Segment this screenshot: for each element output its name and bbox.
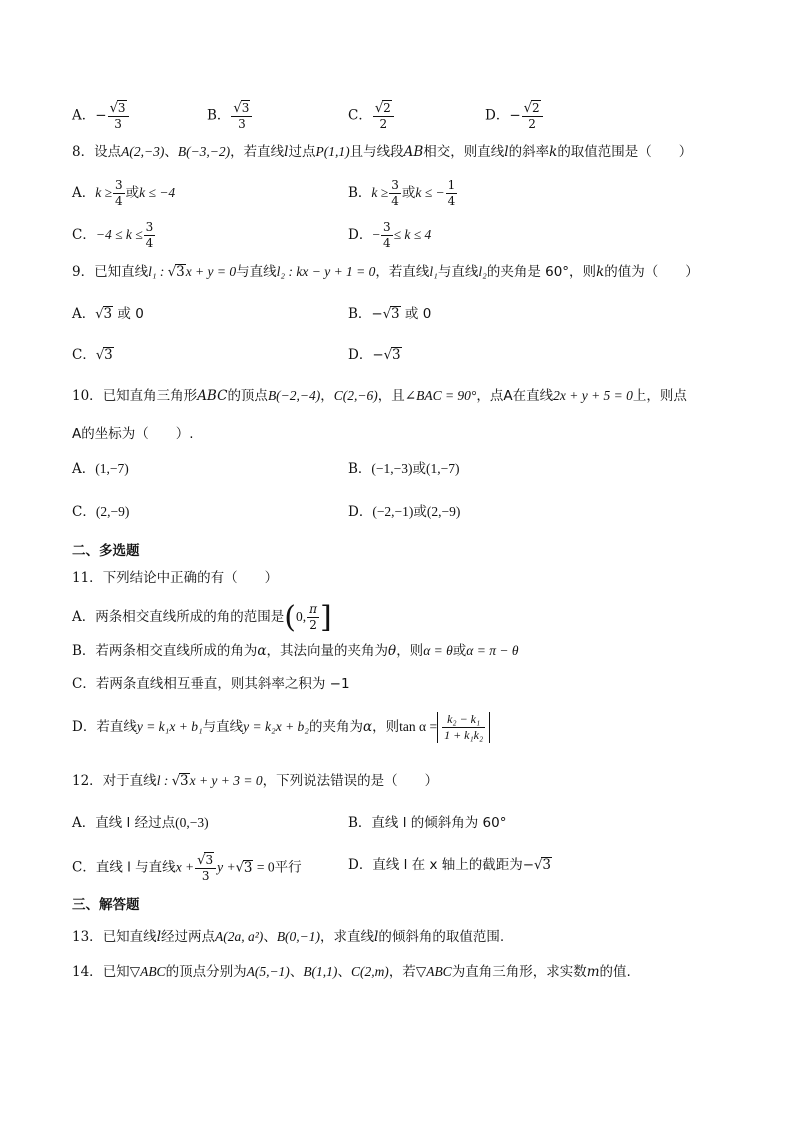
q11-stem: 11．下列结论中正确的有（ ） [72, 570, 279, 586]
q8-option-b: B．k ≥ $\frac{3}{4}$ 或k ≤ − $\frac{1}{4}$ [348, 178, 456, 208]
q10-option-d: D．(−2,−1)或(2,−9) [348, 504, 461, 520]
section-answer-heading: 三、解答题 [72, 897, 140, 913]
q12-option-d: D．直线 l 在 x 轴上的截距为−√3 [348, 857, 551, 873]
q14-stem: 14．已知▽ABC的顶点分别为A(5,−1)、B(1,1)、C(2,m)，若▽ABC为直角三角形，求实数m的值. [72, 964, 631, 980]
q10-stem-line1: 10．已知直角三角形ABC的顶点B(−2,−4)，C(2,−6)，且∠BAC = 90°，点A在直线2x + y + 5 = 0上，则点 [72, 388, 687, 404]
q12-stem: 12．对于直线l : √3x + y + 3 = 0，下列说法错误的是（ ） [72, 773, 439, 789]
q13-stem: 13．已知直线l经过两点A(2a, a²)、B(0,−1)，求直线l的倾斜角的取值范围. [72, 929, 505, 945]
q11-option-a: A．两条相交直线所成的角的范围是(0, $\frac{\pi}{2}$ ] [72, 599, 332, 635]
q9-option-d: D．−√3 [348, 347, 401, 363]
q10-stem-line2: A的坐标为（ ）. [72, 426, 194, 442]
q8-option-c: C．−4 ≤ k ≤ $\frac{3}{4}$ [72, 220, 154, 250]
q7-option-b: B． $\frac{√3}{3}$ [207, 100, 253, 132]
q8-option-a: A．k ≥ $\frac{3}{4}$ 或k ≤ −4 [72, 178, 176, 208]
section-multiple-choice-heading: 二、多选题 [72, 543, 140, 559]
q9-stem: 9．已知直线l₁ : √3x + y = 0与直线l₂ : kx − y + 1 = 0，若直线l₁与直线l₂的夹角是 60°，则k的值为（ ） [72, 264, 699, 280]
q12-option-b: B．直线 l 的倾斜角为 60° [348, 815, 507, 831]
q10-option-b: B．(−1,−3)或(1,−7) [348, 461, 460, 477]
q7-option-a: A．− $\frac{√3}{3}$ [72, 100, 130, 132]
q12-option-c: C．直线 l 与直线x + $\frac{√3}{3}$ y +√3 = 0平行 [72, 853, 302, 883]
q7-option-d: D．− $\frac{√2}{2}$ [485, 100, 544, 132]
q7-option-c: C． $\frac{√2}{2}$ [348, 100, 395, 132]
q11-option-c: C．若两条直线相互垂直，则其斜率之积为 −1 [72, 676, 350, 692]
q10-option-c: C．(2,−9) [72, 504, 130, 520]
q10-option-a: A．(1,−7) [72, 461, 129, 477]
q9-option-a: A．√3 或 0 [72, 306, 144, 322]
q11-option-b: B．若两条相交直线所成的角为α，其法向量的夹角为θ，则α = θ或α = π − θ [72, 643, 519, 659]
q9-option-c: C．√3 [72, 347, 113, 363]
q11-option-d: D．若直线y = k₁x + b₁与直线y = k₂x + b₂的夹角为α，则tan α = $\frac{\text{k₂ − k₁}}{\text{1 + k₁k₂}}$ [72, 712, 754, 743]
q8-stem: 8．设点A(2,−3)、B(−3,−2)，若直线l过点P(1,1)且与线段AB相交，则直线l的斜率k的取值范围是（ ） [72, 144, 693, 160]
q8-option-d: D．− $\frac{3}{4}$ ≤ k ≤ 4 [348, 220, 432, 250]
q12-option-a: A．直线 l 经过点(0,−3) [72, 815, 209, 831]
q9-option-b: B．−√3 或 0 [348, 306, 432, 322]
